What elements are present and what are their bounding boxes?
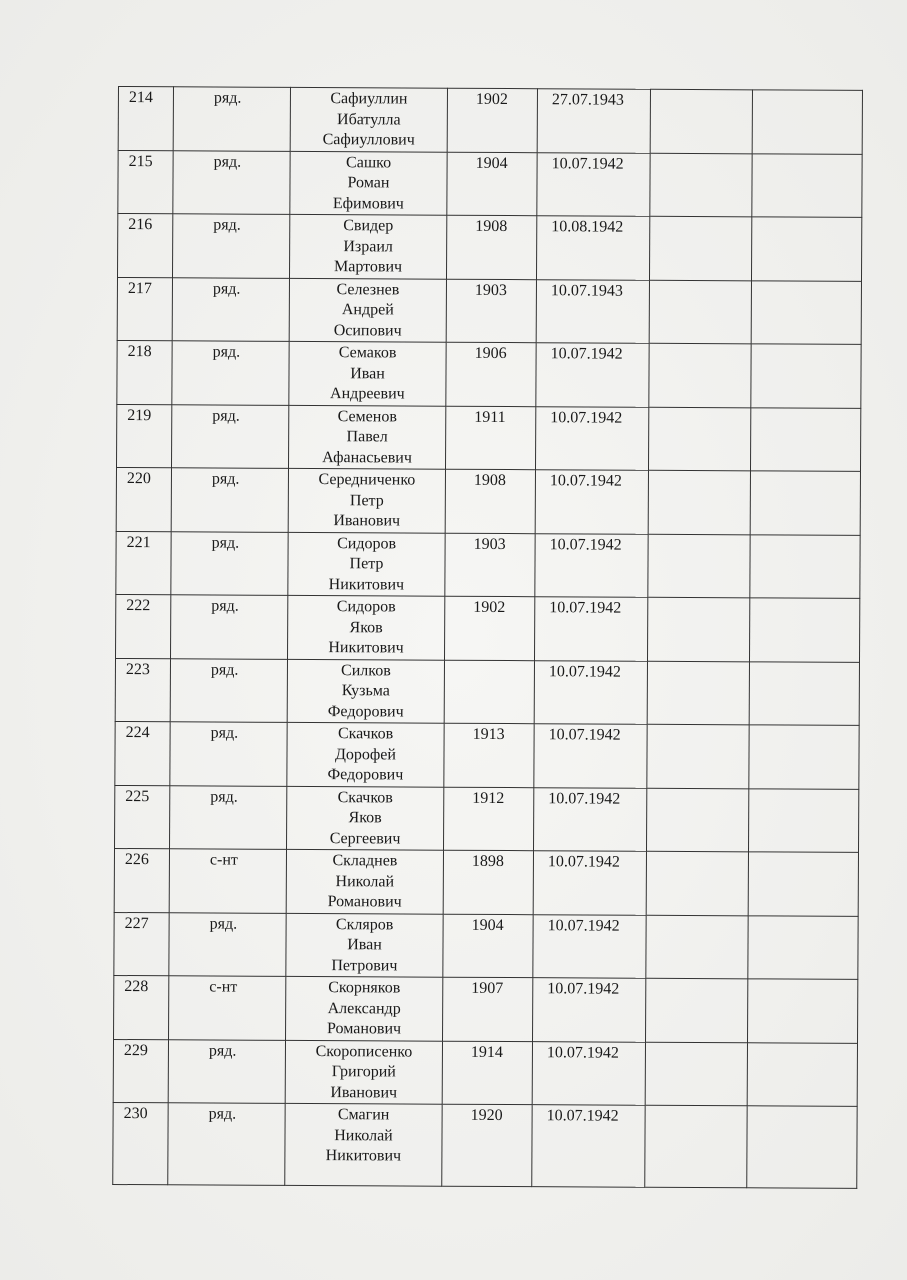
birth-year-cell: 1904 <box>443 914 533 978</box>
rank-cell: с-нт <box>169 976 286 1040</box>
name-text: Дорофей <box>334 745 397 763</box>
empty-cell <box>647 661 749 725</box>
patronymic-text: Федорович <box>327 766 404 784</box>
table-row <box>116 594 860 661</box>
row-number-cell: 219 <box>117 404 172 468</box>
empty-cell <box>649 216 751 280</box>
row-number-cell: 224 <box>115 721 170 785</box>
full-name-cell <box>289 214 446 278</box>
patronymic-text: Мартович <box>333 258 403 276</box>
patronymic-text: Андреевич <box>330 385 405 403</box>
date-cell: 10.07.1942 <box>534 660 647 724</box>
empty-cell <box>752 153 862 217</box>
surname-text: Сафиуллин <box>330 90 408 108</box>
empty-cell <box>647 788 749 852</box>
birth-year-cell: 1913 <box>444 723 534 787</box>
rank-cell: ряд. <box>171 595 288 659</box>
empty-cell <box>646 851 748 915</box>
birth-year-cell: 1907 <box>443 977 533 1041</box>
empty-cell <box>646 978 748 1042</box>
rank-cell: ряд. <box>173 87 290 151</box>
table-body <box>113 87 863 1189</box>
birth-year-cell: 1908 <box>445 469 535 533</box>
full-name-cell <box>288 468 445 532</box>
birth-year-cell: 1920 <box>442 1104 532 1186</box>
date-cell: 10.07.1943 <box>536 279 649 343</box>
empty-cell <box>748 979 858 1043</box>
full-name-cell <box>290 87 447 151</box>
empty-cell <box>750 471 860 535</box>
patronymic-text: Никитович <box>328 575 405 594</box>
date-cell: 10.07.1942 <box>534 724 647 788</box>
surname-text: Сидоров <box>337 534 397 552</box>
full-name-cell <box>286 849 443 913</box>
patronymic-text: Иванович <box>333 512 401 530</box>
table-row <box>118 150 862 217</box>
table-row <box>114 912 858 979</box>
patronymic-text: Романович <box>327 893 402 911</box>
name-text: Петр <box>349 491 384 509</box>
surname-text: Скачков <box>337 788 393 806</box>
row-number-cell: 214 <box>118 87 173 151</box>
surname-text: Свидер <box>343 217 394 235</box>
empty-cell <box>749 725 859 789</box>
row-number-cell: 228 <box>114 975 169 1039</box>
full-name-cell <box>288 595 445 659</box>
row-number-cell: 226 <box>114 848 169 912</box>
empty-cell <box>646 915 748 979</box>
empty-cell <box>751 217 861 281</box>
empty-cell <box>649 343 751 407</box>
row-number-cell: 222 <box>116 594 171 658</box>
empty-cell <box>749 661 859 725</box>
empty-cell <box>751 280 861 344</box>
row-number-cell: 225 <box>115 785 170 849</box>
patronymic-text: Романович <box>326 1020 402 1038</box>
row-number-cell: 220 <box>116 467 171 531</box>
name-text: Григорий <box>331 1063 396 1081</box>
rank-cell: ряд. <box>173 150 290 214</box>
table-row <box>114 975 858 1042</box>
surname-text: Середниченко <box>318 471 416 489</box>
name-text: Александр <box>327 999 401 1017</box>
full-name-cell <box>290 151 447 215</box>
table-row <box>117 404 861 471</box>
surname-text: Смагин <box>337 1106 390 1124</box>
table-row <box>114 848 858 915</box>
patronymic-text: Никитович <box>325 1147 402 1165</box>
full-name-cell <box>287 659 444 723</box>
patronymic-text: Осипович <box>333 321 402 339</box>
rank-cell: ряд. <box>170 722 287 786</box>
rank-cell: ряд. <box>171 531 288 595</box>
full-name-cell <box>289 405 446 469</box>
rank-cell: ряд. <box>168 1103 285 1186</box>
surname-text: Скачков <box>337 725 394 743</box>
date-cell: 10.08.1942 <box>536 216 649 280</box>
name-text: Николай <box>334 1126 393 1144</box>
birth-year-cell: 1898 <box>443 850 533 914</box>
patronymic-text: Иванович <box>330 1083 398 1101</box>
empty-cell <box>649 280 751 344</box>
patronymic-text: Сергеевич <box>329 829 401 847</box>
rank-cell: с-нт <box>169 849 286 913</box>
birth-year-cell <box>444 660 534 724</box>
surname-text: Селезнев <box>336 280 400 298</box>
patronymic-text: Федорович <box>327 702 404 721</box>
row-number-cell: 223 <box>115 658 170 722</box>
table-row <box>115 658 859 725</box>
table-row <box>118 87 862 154</box>
name-text: Иван <box>347 936 382 954</box>
surname-text: Семенов <box>337 407 397 425</box>
table-row <box>115 721 859 788</box>
empty-cell <box>647 724 749 788</box>
name-text: Яков <box>349 618 383 636</box>
rank-cell: ряд. <box>172 214 289 278</box>
empty-cell <box>648 470 750 534</box>
table-row <box>117 214 861 281</box>
empty-cell <box>645 1105 747 1188</box>
row-number-cell: 217 <box>117 277 172 341</box>
birth-year-cell: 1906 <box>446 342 536 406</box>
empty-cell <box>747 1106 857 1189</box>
birth-year-cell: 1904 <box>447 152 537 216</box>
surname-text: Сашко <box>346 153 392 171</box>
row-number-cell: 216 <box>117 214 172 278</box>
date-cell: 10.07.1942 <box>535 406 648 470</box>
full-name-cell <box>287 722 444 786</box>
empty-cell <box>645 1042 747 1106</box>
rank-cell: ряд. <box>170 658 287 722</box>
patronymic-text: Сафиуллович <box>322 131 415 149</box>
name-text: Яков <box>348 809 382 827</box>
full-name-cell <box>286 976 443 1040</box>
surname-text: Силков <box>341 661 391 679</box>
birth-year-cell: 1902 <box>445 596 535 660</box>
rank-cell: ряд. <box>168 1039 285 1103</box>
patronymic-text: Афанасьевич <box>322 448 412 467</box>
date-cell: 10.07.1942 <box>534 787 647 851</box>
row-number-cell: 230 <box>113 1102 168 1184</box>
birth-year-cell: 1903 <box>446 279 536 343</box>
burial-list-table <box>112 86 863 1189</box>
empty-cell <box>748 852 858 916</box>
rank-cell: ряд. <box>172 404 289 468</box>
full-name-cell <box>285 1103 442 1186</box>
date-cell: 10.07.1942 <box>533 851 646 915</box>
table-row <box>117 340 861 407</box>
table-row <box>116 531 860 598</box>
date-cell: 10.07.1942 <box>535 533 648 597</box>
empty-cell <box>748 915 858 979</box>
date-cell: 10.07.1942 <box>532 1041 645 1105</box>
date-cell: 10.07.1942 <box>537 152 650 216</box>
birth-year-cell: 1902 <box>447 88 537 152</box>
rank-cell: ряд. <box>170 785 287 849</box>
birth-year-cell: 1912 <box>444 787 534 851</box>
date-cell: 10.07.1942 <box>536 343 649 407</box>
empty-cell <box>647 597 749 661</box>
empty-cell <box>747 1042 857 1106</box>
name-text: Ибатулла <box>337 110 401 128</box>
empty-cell <box>750 407 860 471</box>
full-name-cell <box>287 786 444 850</box>
full-name-cell <box>286 913 443 977</box>
full-name-cell <box>289 341 446 405</box>
name-text: Андрей <box>341 301 394 319</box>
date-cell: 10.07.1942 <box>533 914 646 978</box>
rank-cell: ряд. <box>172 277 289 341</box>
date-cell: 27.07.1943 <box>537 89 650 153</box>
table-row <box>116 467 860 534</box>
empty-cell <box>650 153 752 217</box>
name-text: Роман <box>347 174 390 192</box>
row-number-cell: 218 <box>117 340 172 404</box>
birth-year-cell: 1911 <box>445 406 535 470</box>
name-text: Израил <box>343 237 393 255</box>
empty-cell <box>751 344 861 408</box>
row-number-cell: 229 <box>113 1039 168 1103</box>
empty-cell <box>648 534 750 598</box>
full-name-cell <box>285 1040 442 1104</box>
name-text: Павел <box>346 428 388 446</box>
row-number-cell: 221 <box>116 531 171 595</box>
empty-cell <box>648 407 750 471</box>
rank-cell: ряд. <box>169 912 286 976</box>
date-cell: 10.07.1942 <box>532 1105 645 1188</box>
patronymic-text: Петрович <box>331 956 398 974</box>
name-text: Петр <box>349 555 384 573</box>
name-text: Иван <box>350 364 385 382</box>
empty-cell <box>749 598 859 662</box>
row-number-cell: 215 <box>118 150 173 214</box>
rank-cell: ряд. <box>172 341 289 405</box>
birth-year-cell: 1908 <box>446 215 536 279</box>
patronymic-text: Ефимович <box>332 194 404 212</box>
surname-text: Сидоров <box>336 598 396 616</box>
empty-cell <box>750 534 860 598</box>
row-number-cell: 227 <box>114 912 169 976</box>
full-name-cell <box>289 278 446 342</box>
empty-cell <box>748 788 858 852</box>
surname-text: Складнев <box>332 852 398 870</box>
date-cell: 10.07.1942 <box>534 597 647 661</box>
date-cell: 10.07.1942 <box>535 470 648 534</box>
surname-text: Скорописенко <box>315 1042 413 1061</box>
birth-year-cell: 1914 <box>442 1041 532 1105</box>
table-row <box>117 277 861 344</box>
empty-cell <box>650 89 752 153</box>
rank-cell: ряд. <box>171 468 288 532</box>
name-text: Николай <box>335 872 395 890</box>
table-row <box>115 785 859 852</box>
surname-text: Семаков <box>338 344 397 362</box>
surname-text: Скляров <box>335 915 394 933</box>
table-row <box>113 1039 857 1106</box>
empty-cell <box>752 90 862 154</box>
patronymic-text: Никитович <box>328 639 404 657</box>
name-text: Кузьма <box>341 682 390 700</box>
birth-year-cell: 1903 <box>445 533 535 597</box>
date-cell: 10.07.1942 <box>533 978 646 1042</box>
full-name-cell <box>288 532 445 596</box>
surname-text: Скорняков <box>328 979 401 997</box>
table-row <box>113 1102 857 1188</box>
